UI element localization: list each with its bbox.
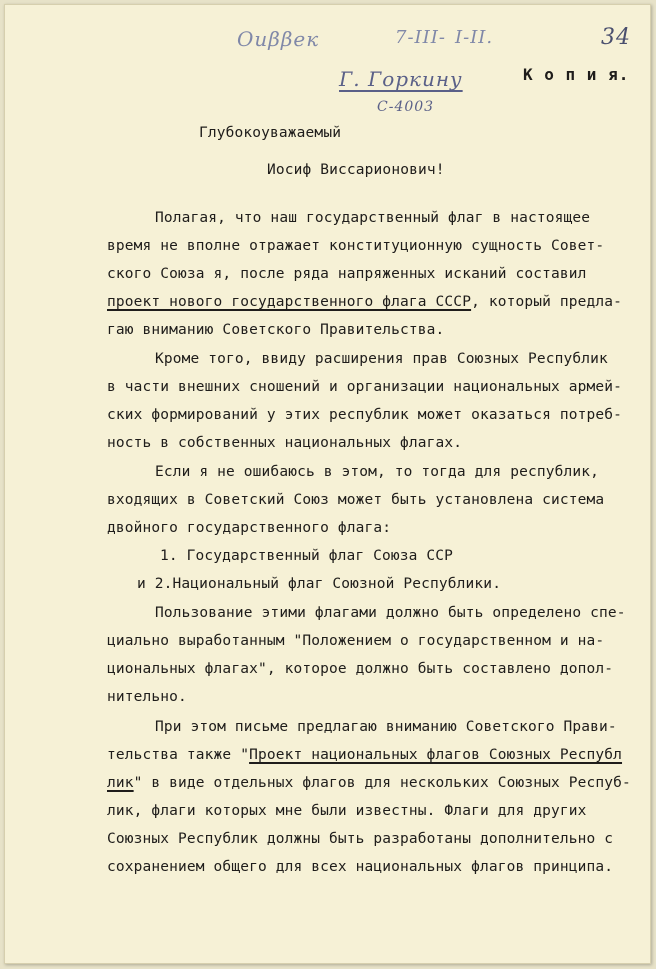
body-line-19: При этом письме предлагаю вниманию Советского Прави- (155, 719, 617, 735)
body-line-8: ских формирований у этих республик может оказаться потреб- (107, 407, 623, 423)
body-line-2: время не вполне отражает конституционную сущность Совет- (107, 238, 605, 254)
body-line-6: Кроме того, ввиду расширения прав Союзных Республик (155, 351, 608, 367)
body-line-17: циональных флагах", которое должно быть составлено допол- (107, 661, 614, 677)
handwritten-registration-number: С-4003 (377, 99, 435, 115)
body-line-4 (107, 294, 622, 310)
body-line-20-prefix: тельства также " (107, 747, 250, 763)
body-line-24: сохранением общего для всех национальных флагов принципа. (107, 859, 614, 875)
body-line-23: Союзных Республик должны быть разработаны дополнительно с (107, 831, 614, 847)
document-page (4, 4, 651, 964)
underlined-national-flags-project-end: лик (107, 775, 134, 791)
salutation-line-1: Глубокоуважаемый (199, 125, 342, 141)
body-line-7: в части внешних сношений и организации национальных армей- (107, 379, 623, 395)
body-line-1: Полагая, что наш государственный флаг в настоящее (155, 210, 591, 226)
body-line-22: лик, флаги которых мне были известны. Флаги для других (107, 803, 587, 819)
underlined-national-flags-project: Проект национальных флагов Союзных Республ (249, 747, 623, 763)
list-item-2: и 2.Национальный флаг Союзной Республики. (137, 576, 502, 592)
body-line-9: ность в собственных национальных флагах. (107, 435, 463, 451)
list-item-1: 1. Государственный флаг Союза ССР (160, 548, 454, 564)
body-line-15: Пользование этими флагами должно быть определено спе- (155, 605, 626, 621)
body-line-4-rest: , который предла- (471, 294, 623, 310)
handwritten-addressee: Г. Горкину (339, 67, 463, 91)
handwritten-roman-note: I-II. (455, 27, 494, 48)
body-line-10: Если я не ошибаюсь в этом, то тогда для республик, (155, 464, 599, 480)
body-line-18: нительно. (107, 689, 187, 705)
handwritten-date-note: 7-III- (395, 27, 446, 48)
handwritten-note-top-left: Оиββек (237, 27, 320, 51)
copy-label: К о п и я. (523, 65, 630, 84)
body-line-11: входящих в Советский Союз может быть установлена система (107, 492, 605, 508)
body-line-16: циально выработанным "Положением о государственном и на- (107, 633, 605, 649)
body-line-12: двойного государственного флага: (107, 520, 392, 536)
salutation-line-2: Иосиф Виссарионович! (267, 162, 445, 178)
body-line-21 (107, 775, 631, 791)
underlined-flag-project: проект нового государственного флага СССР (107, 294, 472, 310)
body-line-3: ского Союза я, после ряда напряженных исканий составил (107, 266, 587, 282)
body-line-21-rest: " в виде отдельных флагов для нескольких Союзных Респуб- (133, 775, 631, 791)
page-number: 34 (601, 25, 631, 50)
body-line-5: гаю вниманию Советского Правительства. (107, 322, 445, 338)
body-line-20 (107, 747, 622, 763)
